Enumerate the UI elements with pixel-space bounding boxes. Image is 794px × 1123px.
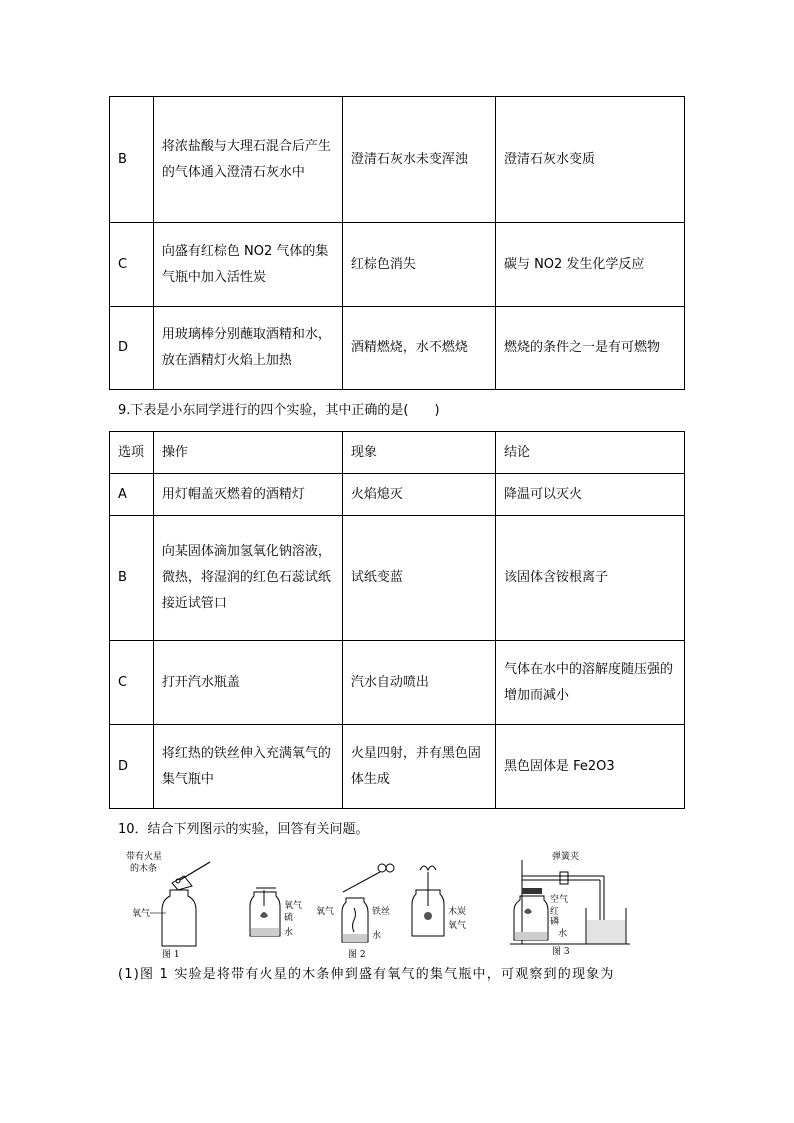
label-oxygen: 氧气	[132, 909, 151, 919]
header-conclusion: 结论	[495, 432, 684, 474]
question-10-text: 10．结合下列图示的实验，回答有关问题。	[118, 822, 369, 837]
flame-icon	[524, 909, 532, 915]
cell-conclusion: 该固体含铵根离子	[495, 516, 684, 641]
header-phenomenon: 现象	[342, 432, 495, 474]
cell-phenomenon: 试纸变蓝	[342, 516, 495, 641]
label-water-2: 水	[372, 931, 382, 941]
label-oxygen-4: 氧气	[448, 921, 467, 931]
label-fig2: 图 2	[348, 950, 366, 960]
question-9-text: 9.下表是小东同学进行的四个实验，其中正确的是( )	[118, 403, 440, 418]
table-row	[110, 725, 685, 809]
cell-conclusion: 降温可以灭火	[495, 474, 684, 516]
cell-phenomenon: 火焰熄灭	[342, 474, 495, 516]
beaker-water	[587, 920, 625, 944]
cell-phenomenon: 汽水自动喷出	[342, 641, 495, 725]
gas-jar	[162, 890, 196, 946]
question-9-table	[109, 431, 685, 809]
water-layer	[343, 934, 367, 942]
cell-option: D	[110, 307, 154, 390]
figure-2c	[412, 866, 466, 936]
cell-conclusion: 燃烧的条件之一是有可燃物	[495, 307, 684, 390]
header-option: 选项	[110, 432, 154, 474]
cell-operation: 将红热的铁丝伸入充满氧气的集气瓶中	[153, 725, 342, 809]
table-row	[110, 474, 685, 516]
charcoal-icon	[424, 912, 432, 920]
cell-phenomenon: 火星四射，并有黑色固体生成	[342, 725, 495, 809]
flame-icon	[260, 912, 268, 918]
table-row	[110, 97, 685, 223]
iron-wire-coil	[353, 908, 356, 932]
table-continued	[109, 96, 685, 390]
tongs-grip	[378, 864, 386, 872]
figure-3	[510, 850, 630, 957]
table-row	[110, 307, 685, 390]
cell-phenomenon: 红棕色消失	[342, 223, 495, 307]
cell-phenomenon: 澄清石灰水未变浑浊	[342, 97, 495, 223]
glass-plate	[172, 876, 192, 890]
cell-option: B	[110, 97, 154, 223]
cell-operation: 用玻璃棒分别蘸取酒精和水，放在酒精灯火焰上加热	[153, 307, 342, 390]
label-red: 红	[550, 907, 560, 917]
label-iron-wire: 铁丝	[372, 907, 391, 917]
cell-option: D	[110, 725, 154, 809]
cell-option: B	[110, 516, 154, 641]
label-oxygen-3: 氧气	[316, 907, 335, 917]
table-header-row	[110, 432, 685, 474]
experiment-figures	[118, 850, 678, 960]
water-layer	[251, 928, 279, 936]
cell-conclusion: 碳与 NO2 发生化学反应	[495, 223, 684, 307]
figure-2b	[316, 864, 394, 960]
figure-1	[126, 850, 210, 960]
cell-operation: 将浓盐酸与大理石混合后产生的气体通入澄清石灰水中	[153, 97, 342, 223]
cell-conclusion: 澄清石灰水变质	[495, 97, 684, 223]
table-row	[110, 641, 685, 725]
table-row	[110, 223, 685, 307]
figure-2a	[250, 888, 302, 938]
stopper	[522, 888, 542, 894]
table-row	[110, 516, 685, 641]
tongs-grip	[386, 864, 394, 872]
label-spring-clip: 弹簧夹	[552, 852, 580, 862]
cell-operation: 向盛有红棕色 NO2 气体的集气瓶中加入活性炭	[153, 223, 342, 307]
cell-conclusion: 黑色固体是 Fe2O3	[495, 725, 684, 809]
label-water-3: 水	[558, 929, 568, 939]
cell-option: C	[110, 223, 154, 307]
label-sulfur: 硫	[284, 913, 294, 923]
spring-clip-icon	[560, 872, 568, 884]
cell-operation: 打开汽水瓶盖	[153, 641, 342, 725]
label-splint: 的木条	[130, 864, 158, 874]
flame-wisp	[420, 866, 436, 870]
label-water: 水	[284, 928, 294, 938]
label-charcoal: 木炭	[448, 907, 467, 917]
cell-conclusion: 气体在水中的溶解度随压强的增加而减小	[495, 641, 684, 725]
label-air: 空气	[550, 895, 569, 905]
header-operation: 操作	[153, 432, 342, 474]
label-fig1: 图 1	[162, 950, 180, 960]
cell-operation: 向某固体滴加氢氧化钠溶液，微热，将湿润的红色石蕊试纸接近试管口	[153, 516, 342, 641]
question-10-part-1: (1)图 1 实验是将带有火星的木条伸到盛有氧气的集气瓶中，可观察到的现象为	[118, 967, 615, 982]
label-glowing-splint: 带有火星	[126, 852, 163, 862]
cell-operation: 用灯帽盖灭燃着的酒精灯	[153, 474, 342, 516]
water-layer	[515, 932, 547, 940]
label-fig3: 图 3	[552, 947, 570, 957]
label-phosphorus: 磷	[550, 917, 560, 927]
tongs	[343, 872, 380, 892]
label-oxygen-2: 氧气	[284, 901, 303, 911]
cell-option: A	[110, 474, 154, 516]
cell-phenomenon: 酒精燃烧，水不燃烧	[342, 307, 495, 390]
cell-option: C	[110, 641, 154, 725]
